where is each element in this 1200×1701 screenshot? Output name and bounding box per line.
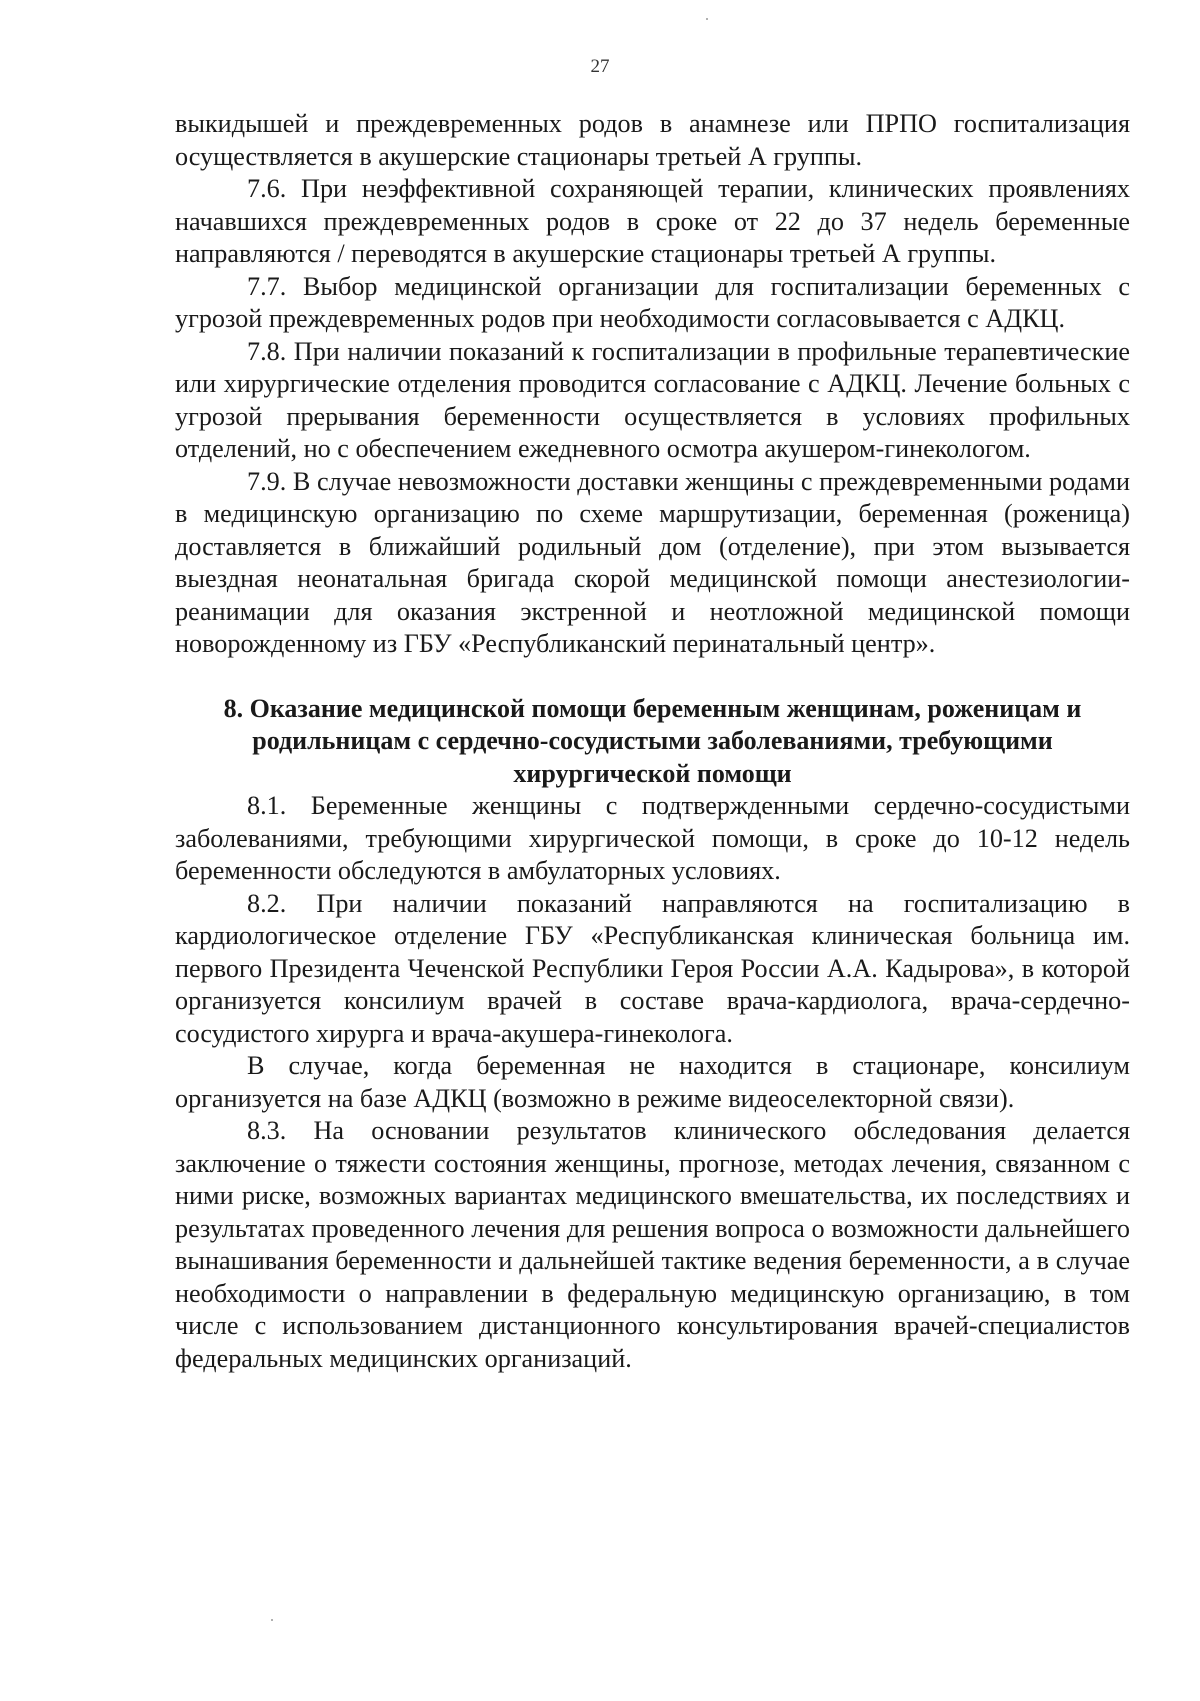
paragraph-8-2-cont: В случае, когда беременная не находится в стационаре, консилиум организуется на базе АДКЦ (возможно в режиме видеоселекторной связи). [175,1051,1130,1113]
paragraph-7-7: 7.7. Выбор медицинской организации для госпитализации беременных с угрозой преждевременных родов при необходимости согласовывается с АДКЦ. [175,271,1130,333]
paragraph-7-6: 7.6. При неэффективной сохраняющей терапии, клинических проявлениях начавшихся преждевременных родов в сроке от 22 до 37 недель беременные направляются / переводятся в акушерские стационары третьей А группы. [175,174,1130,268]
paragraph-8-2: 8.2. При наличии показаний направляются на госпитализацию в кардиологическое отделение ГБУ «Республиканская клиническая больница им. первого Президента Чеченской Республики Героя России А.А. Кадырова», в которой организуется консилиум врачей в составе врача-кардиолога, врача-сердечно-сосудистого хирурга и врача-акушера-гинеколога. [175,888,1130,1048]
scan-speck-bottom [271,1619,273,1621]
paragraph-8-1: 8.1. Беременные женщины с подтвержденными сердечно-сосудистыми заболеваниями, требующими хирургической помощи, в сроке до 10-12 недель беременности обследуются в амбулаторных условиях. [175,791,1130,885]
paragraph-continuation: выкидышей и преждевременных родов в анамнезе или ПРПО госпитализация осуществляется в акушерские стационары третьей А группы. [175,109,1130,171]
paragraph-7-8: 7.8. При наличии показаний к госпитализации в профильные терапевтические или хирургические отделения проводится согласование с АДКЦ. Лечение больных с угрозой прерывания беременности осуществляется в условиях профильных отделений, но с обеспечением ежедневного осмотра акушером-гинекологом. [175,336,1130,463]
document-body [175,108,1130,1375]
page-number: 27 [590,56,610,77]
paragraph-8-3: 8.3. На основании результатов клинического обследования делается заключение о тяжести состояния женщины, прогнозе, методах лечения, связанном с ними риске, возможных вариантах медицинского вмешательства, их последствиях и результатах проведенного лечения для решения вопроса о возможности дальнейшего вынашивания беременности и дальнейшей тактике ведения беременности, а в случае необходимости о направлении в федеральную медицинскую организацию, в том числе с использованием дистанционного консультирования врачей-специалистов федеральных медицинских организаций. [175,1116,1130,1373]
section-8-heading: 8. Оказание медицинской помощи беременным женщинам, роженицам и родильницам с сердечно-сосудистыми заболеваниями, требующими хирургической помощи [223,693,1082,788]
paragraph-7-9: 7.9. В случае невозможности доставки женщины с преждевременными родами в медицинскую организацию по схеме маршрутизации, беременная (роженица) доставляется в ближайший родильный дом (отделение), при этом вызывается выездная неонатальная бригада скорой медицинской помощи анестезиологии-реанимации для оказания экстренной и неотложной медицинской помощи новорожденному из ГБУ «Республиканский перинатальный центр». [175,466,1130,658]
scan-speck-top [706,18,708,20]
